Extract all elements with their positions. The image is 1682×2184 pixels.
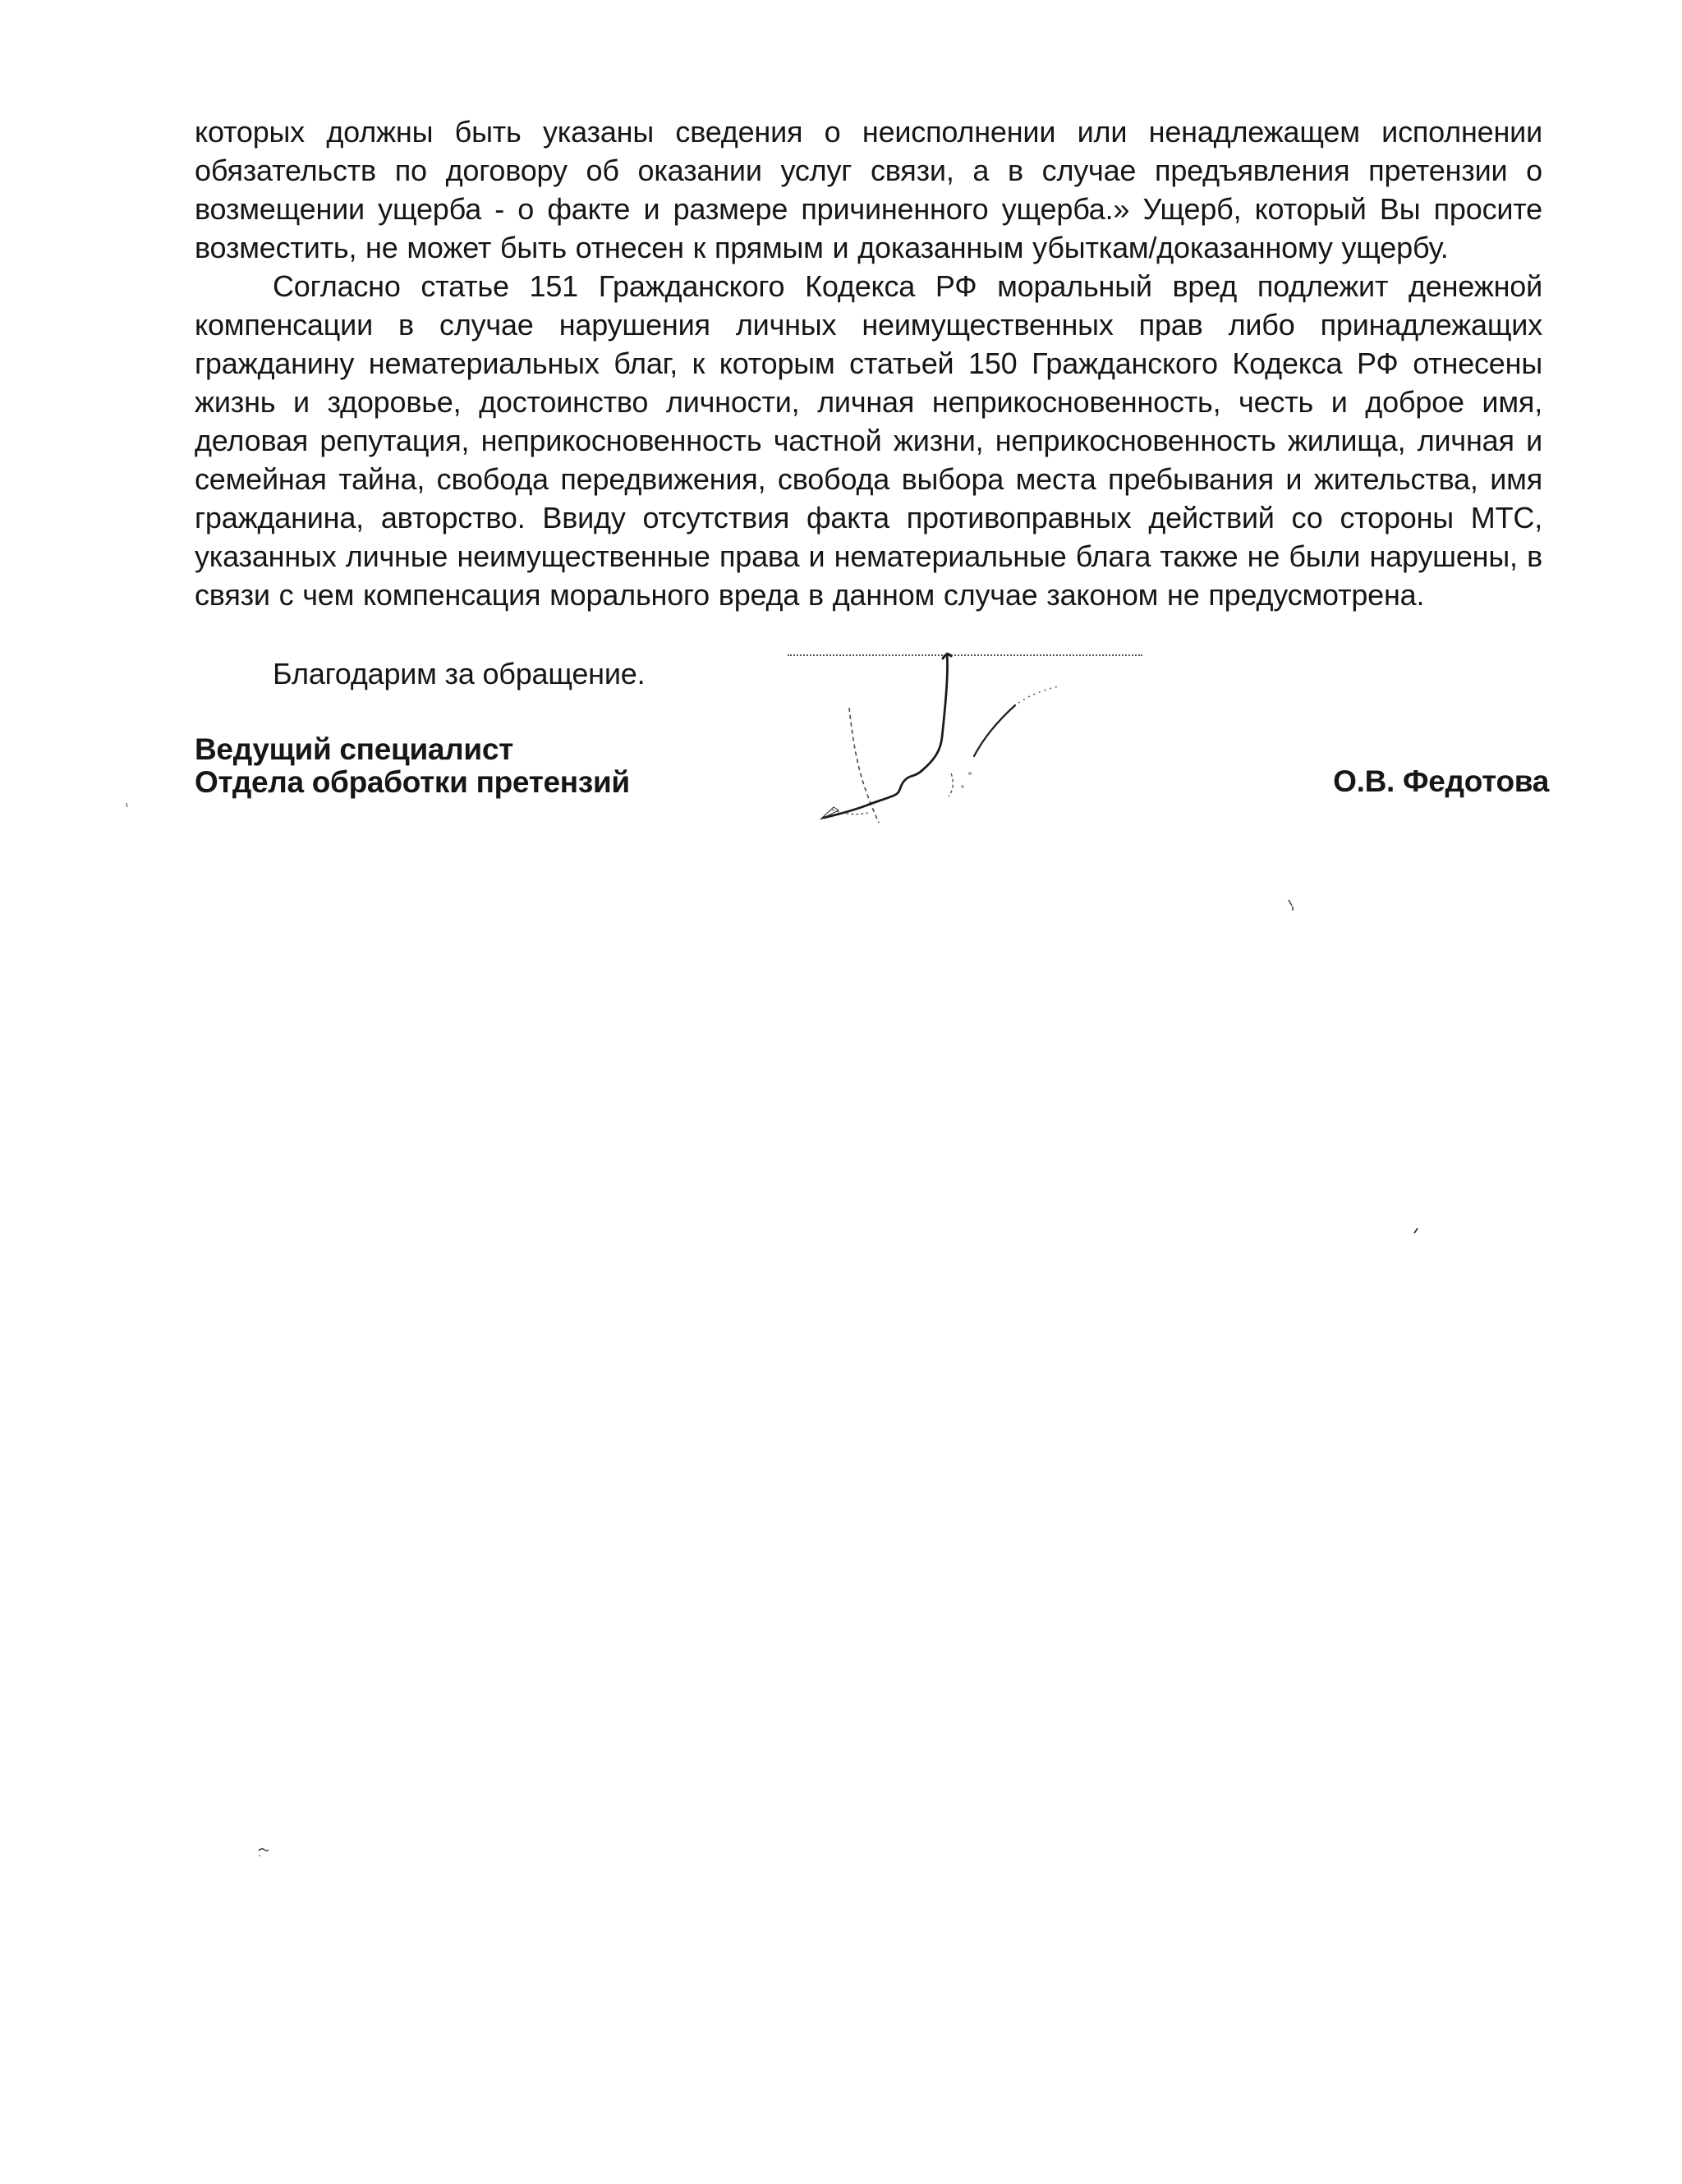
- scan-speck: [258, 1846, 271, 1859]
- signer-title-line: Отдела обработки претензий: [195, 765, 630, 799]
- paragraph-2: [195, 267, 1542, 614]
- text-line: компенсации в случае нарушения личных неимущественных прав либо принадлежащих: [195, 308, 1542, 342]
- text-line: возместить, не может быть отнесен к прямым и доказанным убыткам/доказанному ущербу.: [195, 231, 1449, 264]
- text-line: Согласно статье 151 Гражданского Кодекса РФ моральный вред подлежит денежной: [273, 269, 1542, 303]
- text-line: деловая репутация, неприкосновенность частной жизни, неприкосновенность жилища, личная и: [195, 424, 1542, 457]
- text-line: которых должны быть указаны сведения о неисполнении или ненадлежащем исполнении: [195, 115, 1542, 149]
- text-line: возмещении ущерба - о факте и размере причиненного ущерба.» Ущерб, который Вы просите: [195, 192, 1542, 226]
- text-line: обязательств по договору об оказании услуг связи, а в случае предъявления претензии о: [195, 154, 1542, 187]
- text-line: семейная тайна, свобода передвижения, свобода выбора места пребывания и жительства, имя: [195, 462, 1542, 496]
- text-line: жизнь и здоровье, достоинство личности, личная неприкосновенность, честь и доброе имя,: [195, 385, 1542, 419]
- scan-speck: [1413, 1227, 1421, 1235]
- signer-name: О.В. Федотова: [1333, 764, 1549, 798]
- text-line: связи с чем компенсация морального вреда в данном случае законом не предусмотрена.: [195, 578, 1425, 612]
- text-line: указанных личные неимущественные права и нематериальные блага также не были нарушены, в: [195, 539, 1542, 573]
- signer-title-block: [195, 733, 630, 799]
- text-line: гражданина, авторство. Ввиду отсутствия факта противоправных действий со стороны МТС,: [195, 501, 1542, 535]
- text-line: гражданину нематериальных благ, к которым статьей 150 Гражданского Кодекса РФ отнесены: [195, 346, 1542, 380]
- paragraph-1: [195, 112, 1542, 267]
- signer-title-line: Ведущий специалист: [195, 732, 513, 766]
- closing-line: Благодарим за обращение.: [273, 657, 646, 691]
- letter-body: [195, 112, 1542, 614]
- scan-speck: [1286, 898, 1298, 913]
- handwritten-signature-icon: [784, 649, 1096, 829]
- scan-speck: [125, 802, 130, 809]
